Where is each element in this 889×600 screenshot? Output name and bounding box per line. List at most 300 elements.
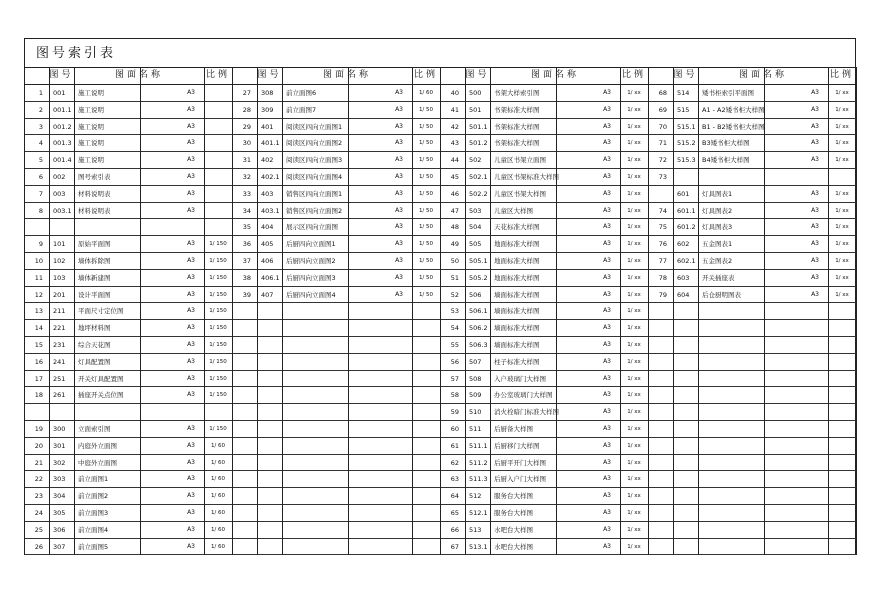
- table-row: [441, 270, 649, 287]
- cell-size: A3: [187, 458, 195, 466]
- cell-name: 后厨移门大样图: [494, 441, 540, 450]
- cell-idx: 39: [242, 290, 251, 299]
- cell-code: 221: [53, 324, 66, 333]
- cell-size: A3: [603, 408, 611, 416]
- cell-code: 601.1: [677, 206, 696, 215]
- cell-code: 506.1: [469, 307, 488, 316]
- cell-size: A3: [395, 189, 403, 197]
- cell-code: 504: [469, 223, 482, 232]
- cell-idx: 65: [450, 509, 459, 517]
- cell-name: 儿童区大样图: [494, 206, 533, 215]
- cell-code: 502.1: [469, 173, 488, 181]
- cell-size: A3: [603, 492, 611, 500]
- table-row: [233, 169, 441, 186]
- cell-size: A3: [603, 441, 611, 449]
- cell-name: 阅读区四向立面图3: [286, 156, 343, 165]
- table-row: [441, 371, 649, 388]
- cell-idx: 66: [450, 525, 459, 534]
- column-divider: [764, 68, 765, 555]
- table-row: [25, 236, 233, 253]
- table-row: [649, 169, 857, 186]
- cell-code: 515.1: [677, 122, 696, 131]
- cell-code: 102: [53, 257, 66, 265]
- cell-scale: 1/ 50: [418, 157, 434, 164]
- cell-code: 401.1: [261, 139, 280, 148]
- cell-idx: 52: [450, 290, 459, 299]
- cell-size: A3: [603, 173, 611, 180]
- table-row: [233, 522, 441, 539]
- cell-code: 602.1: [677, 257, 696, 265]
- table-row: [233, 421, 441, 438]
- cell-scale: 1/ xx: [835, 291, 849, 298]
- cell-idx: 74: [658, 206, 667, 215]
- cell-idx: 77: [658, 257, 667, 265]
- table-row: [441, 102, 649, 119]
- cell-name: 立面索引图: [78, 425, 111, 433]
- cell-code: 305: [53, 509, 66, 517]
- cell-idx: 6: [38, 173, 43, 181]
- table-row: [441, 169, 649, 186]
- cell-name: 书架标准大样图: [494, 122, 540, 131]
- cell-name: 开关灯具配置图: [78, 374, 124, 383]
- cell-name: 阅读区四向立面图2: [286, 139, 343, 148]
- cell-name: 墙面标准大样图: [494, 290, 540, 299]
- cell-code: 402: [261, 156, 274, 165]
- cell-idx: 78: [658, 273, 667, 282]
- cell-size: A3: [603, 525, 611, 533]
- cell-idx: 40: [450, 89, 459, 97]
- cell-code: 402.1: [261, 173, 280, 181]
- cell-name: 灯具配置图: [78, 357, 111, 366]
- cell-size: A3: [603, 425, 611, 432]
- cell-idx: 29: [242, 122, 251, 131]
- table-row: [233, 471, 441, 488]
- table-row: [25, 539, 233, 556]
- cell-size: A3: [395, 139, 403, 147]
- cell-idx: 76: [658, 240, 667, 249]
- cell-size: A3: [395, 223, 403, 231]
- cell-scale: 1/ xx: [835, 140, 849, 147]
- index-column-block: [441, 67, 649, 555]
- cell-idx: 63: [450, 475, 459, 484]
- cell-size: A3: [603, 105, 611, 113]
- cell-name: 儿童区书架大样图: [494, 189, 546, 198]
- table-row: [25, 85, 233, 102]
- table-row: [233, 303, 441, 320]
- cell-code: 303: [53, 475, 66, 484]
- cell-scale: 1/ xx: [627, 526, 641, 533]
- cell-idx: 38: [242, 273, 251, 282]
- cell-code: 403.1: [261, 206, 280, 215]
- cell-code: 508: [469, 374, 482, 383]
- cell-scale: 1/ xx: [835, 190, 849, 197]
- cell-name: 设计平面图: [78, 290, 111, 299]
- cell-size: A3: [187, 542, 195, 550]
- cell-name: 前立面图1: [78, 475, 109, 484]
- cell-name: 材料说明表: [78, 189, 111, 198]
- table-row: [441, 438, 649, 455]
- table-row: [649, 488, 857, 505]
- cell-code: 404: [261, 223, 274, 232]
- table-row: [25, 387, 233, 404]
- cell-idx: 42: [450, 122, 459, 131]
- cell-code: 405: [261, 240, 274, 249]
- cell-name: 前立面图4: [78, 525, 109, 534]
- cell-code: 201: [53, 290, 66, 299]
- cell-name: 办公室玻璃门大样图: [494, 391, 553, 400]
- table-row: [441, 85, 649, 102]
- cell-scale: 1/ 60: [210, 526, 226, 533]
- cell-size: A3: [187, 509, 195, 516]
- cell-size: A3: [603, 156, 611, 164]
- cell-idx: 24: [34, 509, 43, 517]
- cell-code: 309: [261, 105, 274, 114]
- cell-code: 510: [469, 408, 482, 417]
- table-row: [25, 455, 233, 472]
- cell-scale: 1/ 60: [210, 476, 226, 483]
- cell-size: A3: [811, 105, 819, 113]
- cell-idx: 55: [450, 341, 459, 349]
- cell-idx: 67: [450, 542, 459, 551]
- cell-idx: 69: [658, 105, 667, 114]
- cell-code: 002: [53, 173, 66, 181]
- cell-scale: 1/ 50: [418, 207, 434, 214]
- header-name: 图面名称: [530, 70, 579, 80]
- cell-idx: 48: [450, 223, 459, 232]
- table-row: [233, 505, 441, 522]
- table-row: [233, 455, 441, 472]
- cell-size: A3: [395, 122, 403, 130]
- cell-code: 601: [677, 189, 690, 198]
- table-row: [233, 203, 441, 220]
- cell-code: 503: [469, 206, 482, 215]
- cell-name: 灯具图表2: [702, 206, 733, 215]
- cell-size: A3: [603, 257, 611, 264]
- cell-size: A3: [811, 156, 819, 164]
- cell-name: 墙体新建图: [78, 273, 111, 282]
- table-row: [649, 203, 857, 220]
- table-row: [25, 404, 233, 421]
- cell-name: B1 - B2矮书柜大样图: [702, 122, 765, 131]
- cell-code: 406.1: [261, 273, 280, 282]
- cell-code: 231: [53, 341, 66, 349]
- column-divider: [204, 68, 205, 555]
- header-code: 图号: [49, 70, 74, 80]
- cell-name: 服务台大样图: [494, 492, 533, 501]
- cell-idx: 70: [658, 122, 667, 131]
- cell-size: A3: [811, 189, 819, 197]
- cell-scale: 1/ xx: [627, 543, 641, 550]
- table-row: [233, 102, 441, 119]
- cell-code: 001.2: [53, 122, 72, 131]
- cell-size: A3: [187, 139, 195, 147]
- cell-idx: 19: [34, 425, 43, 433]
- cell-name: 前立面图5: [78, 542, 109, 551]
- table-row: [649, 236, 857, 253]
- cell-size: A3: [811, 273, 819, 281]
- table-row: [233, 270, 441, 287]
- cell-size: A3: [603, 122, 611, 130]
- cell-code: 501.1: [469, 122, 488, 131]
- cell-code: 511.1: [469, 441, 488, 450]
- cell-name: 后厨四向立面图4: [286, 290, 336, 299]
- table-row: [25, 320, 233, 337]
- cell-size: A3: [187, 122, 195, 130]
- table-row: [441, 354, 649, 371]
- cell-code: 512.1: [469, 509, 488, 517]
- table-row: [649, 371, 857, 388]
- table-row: [441, 236, 649, 253]
- cell-scale: 1/ xx: [627, 442, 641, 449]
- cell-scale: 1/ 60: [210, 459, 226, 466]
- cell-scale: 1/ xx: [627, 140, 641, 147]
- cell-scale: 1/ 150: [209, 274, 227, 281]
- table-row: [649, 253, 857, 270]
- cell-code: 506: [469, 290, 482, 299]
- table-row: [25, 421, 233, 438]
- cell-size: A3: [603, 189, 611, 197]
- cell-name: 阅读区四向立面图1: [286, 122, 343, 131]
- cell-size: A3: [395, 240, 403, 248]
- table-row: [25, 135, 233, 152]
- cell-name: 墙体拆除图: [78, 257, 111, 265]
- cell-code: 103: [53, 273, 66, 282]
- cell-name: 前立面图7: [286, 105, 317, 114]
- cell-name: 书架大样索引图: [494, 89, 540, 97]
- cell-name: 原始平面图: [78, 240, 111, 249]
- cell-name: 中庭外立面图: [78, 458, 117, 467]
- cell-idx: 33: [242, 189, 251, 198]
- cell-scale: 1/ xx: [627, 258, 641, 264]
- cell-name: 前立面图6: [286, 89, 317, 97]
- cell-code: 001.1: [53, 105, 72, 114]
- cell-code: 514: [677, 89, 690, 97]
- cell-scale: 1/ 60: [418, 90, 434, 96]
- cell-scale: 1/ 50: [418, 140, 434, 147]
- cell-scale: 1/ 150: [209, 241, 227, 248]
- table-row: [649, 270, 857, 287]
- table-header: [25, 68, 233, 85]
- cell-scale: 1/ 50: [418, 123, 434, 130]
- cell-size: A3: [395, 173, 403, 180]
- cell-scale: 1/ xx: [627, 241, 641, 248]
- cell-scale: 1/ xx: [835, 106, 849, 113]
- cell-code: 306: [53, 525, 66, 534]
- cell-name: 综合天花图: [78, 341, 111, 349]
- cell-name: 前立面图2: [78, 492, 109, 501]
- cell-idx: 27: [242, 89, 251, 97]
- table-row: [25, 253, 233, 270]
- table-row: [233, 387, 441, 404]
- cell-name: 施工说明: [78, 105, 104, 114]
- cell-size: A3: [603, 290, 611, 298]
- cell-name: 柱子标准大样图: [494, 357, 540, 366]
- cell-code: 308: [261, 89, 274, 97]
- cell-name: 施工说明: [78, 89, 104, 97]
- cell-name: 施工说明: [78, 139, 104, 148]
- table-row: [649, 522, 857, 539]
- column-divider: [698, 68, 699, 555]
- cell-size: A3: [187, 307, 195, 315]
- cell-scale: 1/ 60: [210, 442, 226, 449]
- cell-size: A3: [187, 257, 195, 264]
- cell-idx: 50: [450, 257, 459, 265]
- table-row: [233, 287, 441, 304]
- table-row: [233, 488, 441, 505]
- cell-code: 003: [53, 189, 66, 198]
- cell-idx: 59: [450, 408, 459, 417]
- cell-size: A3: [187, 290, 195, 298]
- cell-code: 001.3: [53, 139, 72, 148]
- cell-name: 儿童区书架立面图: [494, 156, 546, 165]
- header-scale: 比例: [413, 70, 438, 80]
- table-row: [233, 186, 441, 203]
- cell-scale: 1/ xx: [627, 274, 641, 281]
- cell-size: A3: [603, 206, 611, 214]
- table-row: [441, 505, 649, 522]
- cell-idx: 28: [242, 105, 251, 114]
- table-row: [233, 119, 441, 136]
- cell-scale: 1/ xx: [835, 274, 849, 281]
- cell-idx: 58: [450, 391, 459, 400]
- cell-size: A3: [603, 458, 611, 466]
- column-divider: [348, 68, 349, 555]
- cell-scale: 1/ 60: [210, 510, 226, 516]
- cell-scale: 1/ 60: [210, 493, 226, 500]
- cell-name: 灯具图表1: [702, 189, 733, 198]
- table-row: [649, 320, 857, 337]
- cell-idx: 32: [242, 173, 251, 181]
- cell-idx: 11: [34, 273, 43, 282]
- cell-idx: 54: [450, 324, 459, 333]
- table-row: [649, 387, 857, 404]
- cell-code: 001: [53, 89, 66, 97]
- cell-scale: 1/ 50: [418, 291, 434, 298]
- cell-code: 241: [53, 357, 66, 366]
- table-row: [441, 253, 649, 270]
- cell-code: 604: [677, 290, 690, 299]
- cell-idx: 17: [34, 374, 43, 383]
- cell-idx: 57: [450, 374, 459, 383]
- cell-name: 入户玻璃门大样图: [494, 374, 546, 383]
- cell-size: A3: [603, 307, 611, 315]
- cell-idx: 35: [242, 223, 251, 232]
- cell-idx: 31: [242, 156, 251, 165]
- cell-size: A3: [603, 139, 611, 147]
- header-scale: 比例: [829, 70, 854, 80]
- cell-idx: 56: [450, 357, 459, 366]
- cell-size: A3: [603, 89, 611, 96]
- cell-scale: 1/ xx: [627, 392, 641, 399]
- cell-idx: 21: [34, 458, 43, 467]
- table-row: [441, 387, 649, 404]
- cell-idx: 15: [34, 341, 43, 349]
- cell-idx: 7: [38, 189, 43, 198]
- cell-code: 302: [53, 458, 66, 467]
- cell-name: A1 - A2矮书柜大样图: [702, 105, 765, 114]
- cell-idx: 41: [450, 105, 459, 114]
- table-row: [25, 371, 233, 388]
- cell-idx: 79: [658, 290, 667, 299]
- cell-idx: 51: [450, 273, 459, 282]
- cell-size: A3: [187, 206, 195, 214]
- cell-idx: 46: [450, 189, 459, 198]
- table-row: [441, 135, 649, 152]
- table-row: [233, 253, 441, 270]
- cell-code: 300: [53, 425, 66, 433]
- cell-size: A3: [187, 189, 195, 197]
- cell-code: 512: [469, 492, 482, 501]
- cell-name: 书架标准大样图: [494, 105, 540, 114]
- cell-code: 505.1: [469, 257, 488, 265]
- cell-scale: 1/ xx: [835, 224, 849, 231]
- index-column-block: [25, 67, 233, 555]
- cell-name: 五金图表1: [702, 240, 733, 249]
- cell-scale: 1/ xx: [627, 190, 641, 197]
- cell-code: 406: [261, 257, 274, 265]
- cell-name: 儿童区书架标准大样图: [494, 173, 559, 181]
- cell-size: A3: [603, 324, 611, 332]
- cell-scale: 1/ xx: [627, 325, 641, 332]
- cell-idx: 53: [450, 307, 459, 316]
- cell-size: A3: [187, 425, 195, 432]
- cell-idx: 44: [450, 156, 459, 165]
- cell-scale: 1/ 50: [418, 106, 434, 113]
- cell-code: 509: [469, 391, 482, 400]
- table-row: [25, 337, 233, 354]
- table-row: [233, 539, 441, 556]
- table-row: [233, 236, 441, 253]
- table-row: [441, 522, 649, 539]
- cell-idx: 2: [38, 105, 43, 114]
- cell-size: A3: [811, 223, 819, 231]
- table-row: [25, 471, 233, 488]
- cell-size: A3: [187, 173, 195, 180]
- cell-scale: 1/ 50: [418, 174, 434, 180]
- cell-name: 施工说明: [78, 156, 104, 165]
- cell-scale: 1/ 60: [210, 543, 226, 550]
- table-row: [233, 337, 441, 354]
- cell-idx: 34: [242, 206, 251, 215]
- cell-name: 阅读区四向立面图4: [286, 173, 343, 181]
- cell-scale: 1/ 150: [209, 258, 227, 264]
- table-row: [233, 219, 441, 236]
- cell-code: 506.2: [469, 324, 488, 333]
- table-row: [441, 455, 649, 472]
- cell-idx: 8: [38, 206, 43, 215]
- header-code: 图号: [465, 70, 490, 80]
- cell-code: 507: [469, 357, 482, 366]
- cell-name: 材料说明表: [78, 206, 111, 215]
- cell-size: A3: [187, 357, 195, 365]
- column-divider: [412, 68, 413, 555]
- cell-idx: 62: [450, 458, 459, 467]
- table-row: [441, 219, 649, 236]
- table-row: [441, 337, 649, 354]
- cell-name: 地面标准大样图: [494, 273, 540, 282]
- cell-idx: 36: [242, 240, 251, 249]
- cell-scale: 1/ xx: [627, 426, 641, 432]
- cell-size: A3: [187, 105, 195, 113]
- cell-scale: 1/ 150: [209, 308, 227, 315]
- cell-idx: 75: [658, 223, 667, 232]
- column-divider: [620, 68, 621, 555]
- column-divider: [465, 68, 466, 555]
- cell-scale: 1/ xx: [627, 90, 641, 96]
- cell-scale: 1/ 150: [209, 392, 227, 399]
- cell-idx: 37: [242, 257, 251, 265]
- cell-size: A3: [187, 341, 195, 348]
